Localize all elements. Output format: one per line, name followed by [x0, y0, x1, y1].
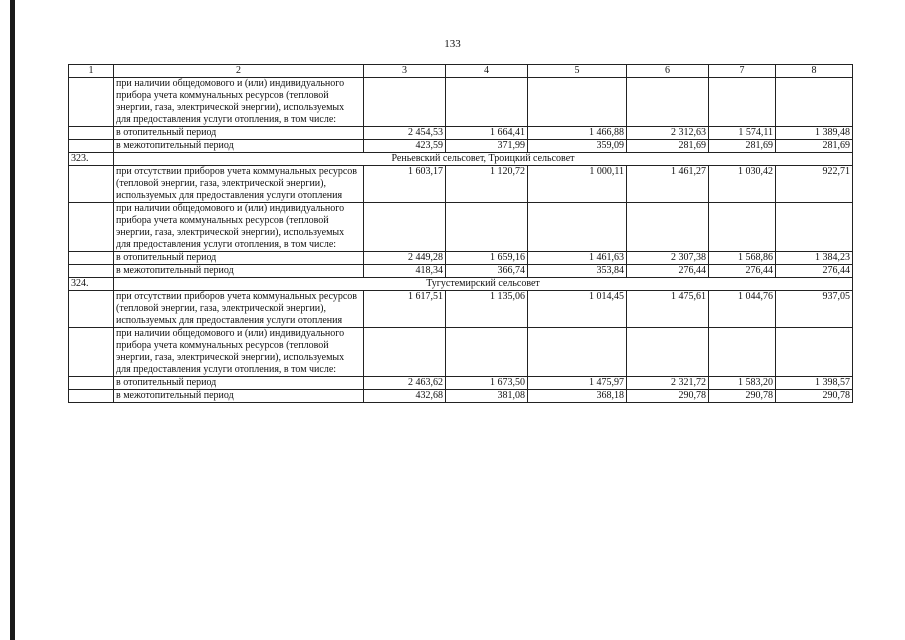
section-title-cell: Тугустемирский сельсовет — [114, 278, 853, 291]
value-cell: 366,74 — [446, 265, 528, 278]
value-cell: 922,71 — [776, 166, 853, 203]
value-cell: 368,18 — [528, 390, 627, 403]
value-cell: 290,78 — [627, 390, 709, 403]
row-number-cell — [69, 377, 114, 390]
row-label-cell: в отопительный период — [114, 127, 364, 140]
row-label-cell: при наличии общедомового и (или) индивидуального прибора учета коммунальных ресурсов (тепловой энергии, газа, электрической энергии), используемых для предоставления услуги отопления, в том числе: — [114, 328, 364, 377]
value-cell: 1 617,51 — [364, 291, 446, 328]
row-number-cell — [69, 203, 114, 252]
table-row — [69, 390, 853, 403]
value-cell: 418,34 — [364, 265, 446, 278]
row-label-cell: в межотопительный период — [114, 265, 364, 278]
value-cell: 2 312,63 — [627, 127, 709, 140]
row-number-cell — [69, 291, 114, 328]
column-number-cell: 5 — [528, 65, 627, 78]
value-cell: 2 454,53 — [364, 127, 446, 140]
value-cell: 1 475,97 — [528, 377, 627, 390]
value-cell: 1 120,72 — [446, 166, 528, 203]
table-row — [69, 252, 853, 265]
column-number-cell: 1 — [69, 65, 114, 78]
value-cell: 1 398,57 — [776, 377, 853, 390]
value-cell — [776, 203, 853, 252]
value-cell: 281,69 — [709, 140, 776, 153]
table-row — [69, 78, 853, 127]
value-cell: 1 000,11 — [528, 166, 627, 203]
table-row — [69, 166, 853, 203]
value-cell — [709, 78, 776, 127]
value-cell: 1 574,11 — [709, 127, 776, 140]
value-cell: 281,69 — [776, 140, 853, 153]
table-row — [69, 127, 853, 140]
value-cell: 937,05 — [776, 291, 853, 328]
value-cell: 276,44 — [627, 265, 709, 278]
column-number-cell: 4 — [446, 65, 528, 78]
value-cell — [776, 78, 853, 127]
value-cell — [528, 203, 627, 252]
header-row — [69, 65, 853, 78]
column-number-cell: 6 — [627, 65, 709, 78]
section-title-cell: Реньевский сельсовет, Троицкий сельсовет — [114, 153, 853, 166]
column-number-cell: 8 — [776, 65, 853, 78]
row-number-cell — [69, 127, 114, 140]
value-cell: 423,59 — [364, 140, 446, 153]
value-cell — [528, 328, 627, 377]
row-label-cell: в отопительный период — [114, 252, 364, 265]
column-number-cell: 7 — [709, 65, 776, 78]
table-row — [69, 265, 853, 278]
row-number-cell — [69, 78, 114, 127]
value-cell: 371,99 — [446, 140, 528, 153]
table-row — [69, 377, 853, 390]
value-cell: 1 583,20 — [709, 377, 776, 390]
value-cell: 2 307,38 — [627, 252, 709, 265]
row-number-cell — [69, 140, 114, 153]
table-body — [69, 65, 853, 403]
row-number-cell — [69, 265, 114, 278]
value-cell — [364, 203, 446, 252]
value-cell: 353,84 — [528, 265, 627, 278]
column-number-cell: 3 — [364, 65, 446, 78]
value-cell: 1 673,50 — [446, 377, 528, 390]
value-cell: 1 461,27 — [627, 166, 709, 203]
value-cell: 290,78 — [776, 390, 853, 403]
value-cell: 1 389,48 — [776, 127, 853, 140]
value-cell: 1 466,88 — [528, 127, 627, 140]
row-label-cell: в отопительный период — [114, 377, 364, 390]
row-label-cell: в межотопительный период — [114, 140, 364, 153]
row-label-cell: при отсутствии приборов учета коммунальных ресурсов (тепловой энергии, газа, электрической энергии), используемых для предоставления услуги отопления — [114, 166, 364, 203]
value-cell: 1 664,41 — [446, 127, 528, 140]
value-cell — [446, 203, 528, 252]
value-cell: 1 603,17 — [364, 166, 446, 203]
table-row — [69, 328, 853, 377]
column-number-cell: 2 — [114, 65, 364, 78]
value-cell: 432,68 — [364, 390, 446, 403]
table-row — [69, 203, 853, 252]
value-cell: 359,09 — [528, 140, 627, 153]
row-number-cell — [69, 166, 114, 203]
value-cell: 1 461,63 — [528, 252, 627, 265]
value-cell — [709, 328, 776, 377]
value-cell: 2 463,62 — [364, 377, 446, 390]
value-cell: 290,78 — [709, 390, 776, 403]
value-cell: 381,08 — [446, 390, 528, 403]
row-number-cell — [69, 390, 114, 403]
section-id-cell: 323. — [69, 153, 114, 166]
value-cell: 1 014,45 — [528, 291, 627, 328]
value-cell: 276,44 — [709, 265, 776, 278]
value-cell: 2 321,72 — [627, 377, 709, 390]
row-label-cell: при отсутствии приборов учета коммунальных ресурсов (тепловой энергии, газа, электрической энергии), используемых для предоставления услуги отопления — [114, 291, 364, 328]
value-cell: 2 449,28 — [364, 252, 446, 265]
table-row — [69, 140, 853, 153]
value-cell — [776, 328, 853, 377]
row-number-cell — [69, 328, 114, 377]
value-cell: 276,44 — [776, 265, 853, 278]
value-cell — [627, 78, 709, 127]
value-cell: 1 659,16 — [446, 252, 528, 265]
value-cell — [364, 78, 446, 127]
tariff-table — [68, 64, 853, 403]
value-cell: 1 044,76 — [709, 291, 776, 328]
section-row — [69, 153, 853, 166]
row-label-cell: при наличии общедомового и (или) индивидуального прибора учета коммунальных ресурсов (тепловой энергии, газа, электрической энергии), используемых для предоставления услуги отопления, в том числе: — [114, 203, 364, 252]
value-cell: 1 384,23 — [776, 252, 853, 265]
value-cell: 1 135,06 — [446, 291, 528, 328]
value-cell: 1 475,61 — [627, 291, 709, 328]
value-cell — [709, 203, 776, 252]
value-cell — [446, 328, 528, 377]
section-id-cell: 324. — [69, 278, 114, 291]
row-number-cell — [69, 252, 114, 265]
row-label-cell: при наличии общедомового и (или) индивидуального прибора учета коммунальных ресурсов (тепловой энергии, газа, электрической энергии), используемых для предоставления услуги отопления, в том числе: — [114, 78, 364, 127]
value-cell — [528, 78, 627, 127]
value-cell — [364, 328, 446, 377]
section-row — [69, 278, 853, 291]
row-label-cell: в межотопительный период — [114, 390, 364, 403]
value-cell — [446, 78, 528, 127]
value-cell: 1 568,86 — [709, 252, 776, 265]
value-cell: 1 030,42 — [709, 166, 776, 203]
page-number: 133 — [444, 38, 461, 50]
table-row — [69, 291, 853, 328]
value-cell — [627, 203, 709, 252]
scan-edge-shadow — [10, 0, 15, 640]
value-cell: 281,69 — [627, 140, 709, 153]
value-cell — [627, 328, 709, 377]
